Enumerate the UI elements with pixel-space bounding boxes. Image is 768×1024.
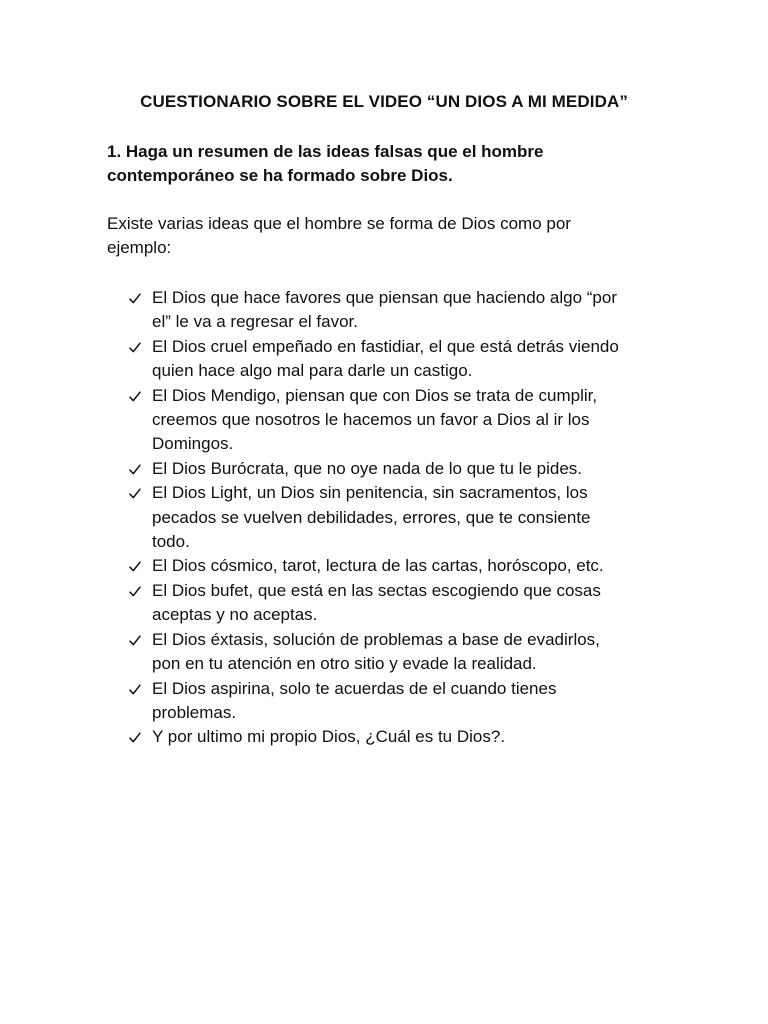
list-item-text: pecados se vuelven debilidades, errores, que te consiente [152,507,591,527]
intro-line: Existe varias ideas que el hombre se forma de Dios como por [107,214,571,233]
list-item-text: problemas. [152,702,237,722]
list-item-text: El Dios bufet, que está en las sectas escogiendo que cosas [152,580,601,600]
list-item [107,628,687,677]
false-ideas-list [107,286,687,750]
intro-paragraph [107,212,687,260]
list-item [107,579,687,628]
list-item [107,677,687,726]
document-title: CUESTIONARIO SOBRE EL VIDEO “UN DIOS A MI MEDIDA” [140,92,628,111]
checkmark-icon [129,391,141,402]
list-item-text: El Dios aspirina, solo te acuerdas de el cuando tienes [152,678,557,698]
list-item [107,286,687,335]
list-item-text: El Dios que hace favores que piensan que haciendo algo “por [152,288,617,307]
question-line: 1. Haga un resumen de las ideas falsas que el hombre [107,142,544,161]
list-item-text: Y por ultimo mi propio Dios, ¿Cuál es tu Dios?. [152,727,506,747]
list-item-text: El Dios éxtasis, solución de problemas a base de evadirlos, [152,629,600,649]
list-item-text: todo. [152,532,190,552]
question-heading [107,140,667,188]
list-item [107,335,687,384]
list-item [107,457,687,481]
intro-line: ejemplo: [107,238,172,257]
list-item-text: aceptas y no aceptas. [152,605,318,625]
checkmark-icon [129,342,141,353]
checkmark-icon [129,586,141,597]
list-item-text: El Dios cósmico, tarot, lectura de las cartas, horóscopo, etc. [152,556,604,576]
checkmark-icon [129,293,141,304]
list-item-text: quien hace algo mal para darle un castigo. [152,361,473,381]
checkmark-icon [129,684,141,695]
question-line: contemporáneo se ha formado sobre Dios. [107,166,453,185]
list-item [107,725,687,749]
list-item-text: creemos que nosotros le hacemos un favor a Dios al ir los [152,410,590,430]
checkmark-icon [129,635,141,646]
list-item-text: pon en tu atención en otro sitio y evade la realidad. [152,654,537,674]
list-item-text: el” le va a regresar el favor. [152,312,358,332]
list-item-text: El Dios Mendigo, piensan que con Dios se trata de cumplir, [152,385,598,405]
list-item [107,481,687,554]
checkmark-icon [129,488,141,499]
checkmark-icon [129,732,141,743]
checkmark-icon [129,464,141,475]
list-item-text: El Dios Burócrata, que no oye nada de lo que tu le pides. [152,458,583,478]
list-item-text: El Dios Light, un Dios sin penitencia, sin sacramentos, los [152,483,588,503]
checkmark-icon [129,561,141,572]
list-item [107,554,687,578]
list-item [107,384,687,457]
list-item-text: Domingos. [152,434,234,454]
list-item-text: El Dios cruel empeñado en fastidiar, el que está detrás viendo [152,336,619,356]
